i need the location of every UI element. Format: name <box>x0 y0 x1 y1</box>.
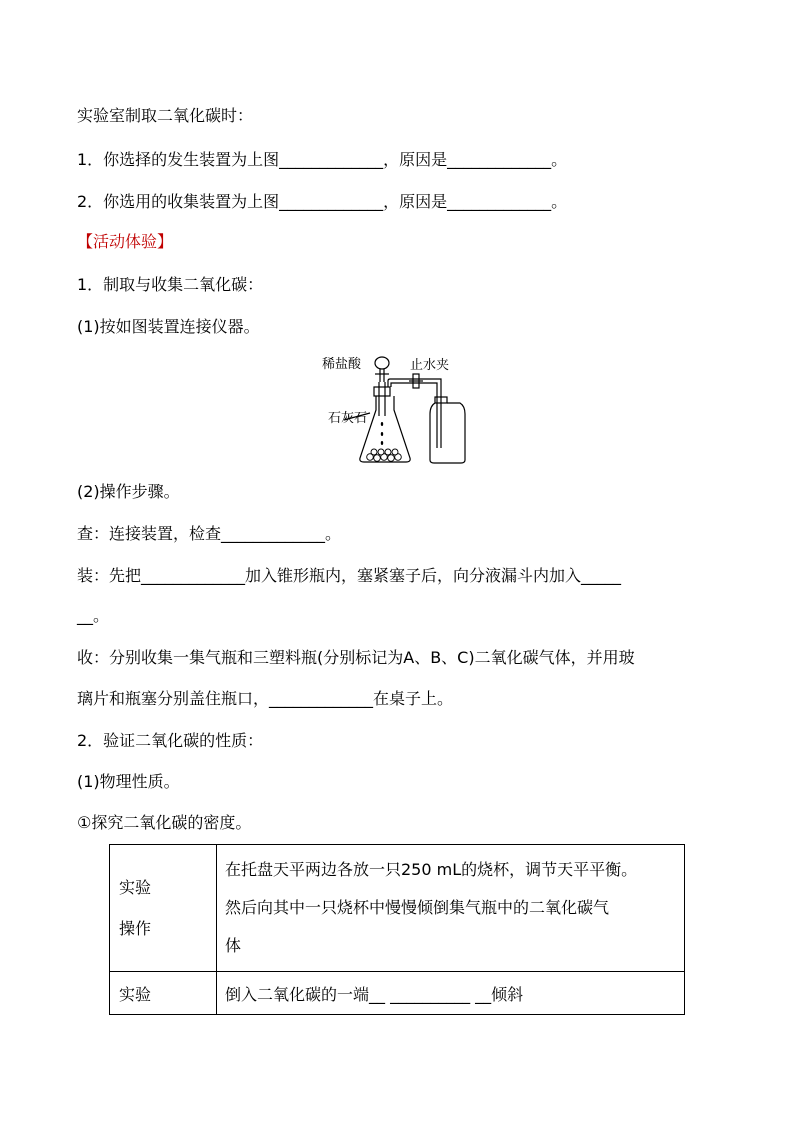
line-intro: 实验室制取二氧化碳时： <box>77 106 254 125</box>
question-2: 2．你选用的收集装置为上图_____________，原因是_____________。 <box>77 192 568 211</box>
label-dilute-acid: 稀盐酸 <box>322 357 362 372</box>
row1-text-line-1: 在托盘天平两边各放一只250 mL的烧杯，调节天平平衡。 <box>225 860 638 879</box>
table-body-cell: 倒入二氧化碳的一端__ __________ __倾斜 <box>217 972 685 1015</box>
step-load-line-1: 装：先把_____________加入锥形瓶内，塞紧塞子后，向分液漏斗内加入_____ <box>77 566 622 585</box>
section-title: 【活动体验】 <box>77 232 174 251</box>
table-row <box>110 972 685 1015</box>
table-header-cell: 实验 <box>110 972 217 1015</box>
question-1: 1．你选择的发生装置为上图_____________，原因是_____________。 <box>77 150 568 169</box>
step-2-title: 2．验证二氧化碳的性质： <box>77 731 264 750</box>
apparatus-figure <box>318 350 478 468</box>
row1-text-line-3: 体 <box>225 936 242 955</box>
row1-head-line-1: 实验 <box>119 878 152 897</box>
step-2-sub-1: (1)物理性质。 <box>77 772 180 791</box>
label-limestone: 石灰石 <box>328 411 368 426</box>
experiment-table <box>109 844 685 1015</box>
table-row <box>110 845 685 972</box>
step-check: 查：连接装置，检查_____________。 <box>77 524 342 543</box>
step-load-line-2: __。 <box>77 606 110 625</box>
step-collect-line-1: 收：分别收集一集气瓶和三塑料瓶(分别标记为A、B、C)二氧化碳气体，并用玻 <box>77 648 635 667</box>
table-body-cell <box>217 845 685 972</box>
step-1-sub-1: (1)按如图装置连接仪器。 <box>77 317 260 336</box>
step-collect-line-2: 璃片和瓶塞分别盖住瓶口，_____________在桌子上。 <box>77 689 454 708</box>
step-1-sub-2: (2)操作步骤。 <box>77 482 180 501</box>
step-1-title: 1．制取与收集二氧化碳： <box>77 275 264 294</box>
row1-head-line-2: 操作 <box>119 919 152 938</box>
row1-text-line-2: 然后向其中一只烧杯中慢慢倾倒集气瓶中的二氧化碳气 <box>225 898 610 917</box>
label-water-clamp: 止水夹 <box>410 358 450 373</box>
step-2-sub-1a: ①探究二氧化碳的密度。 <box>77 813 252 832</box>
table-header-cell <box>110 845 217 972</box>
